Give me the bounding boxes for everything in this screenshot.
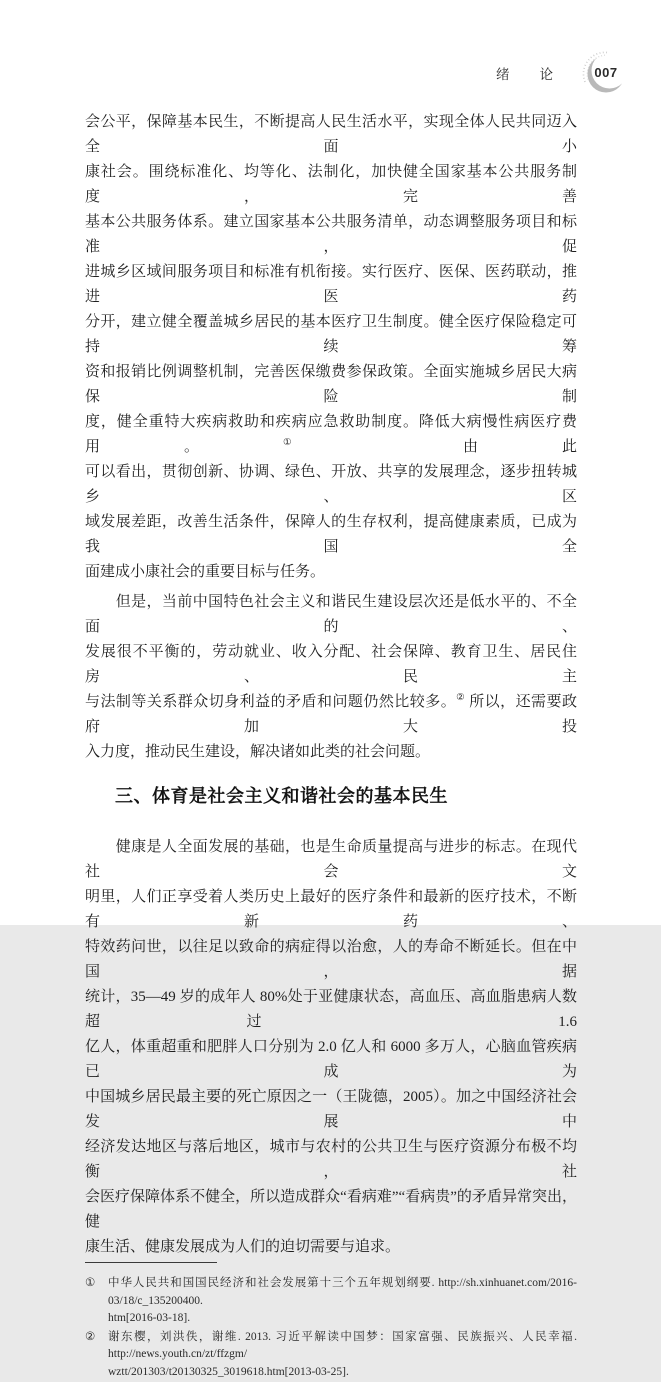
page-number: 007 [594,65,618,80]
footnote-2 [85,1329,577,1382]
section-heading: 三、体育是社会主义和谐社会的基本民生 [115,786,448,806]
page-content [85,110,577,1382]
footnote-text [108,1329,577,1382]
text-line: 域发展差距，改善生活条件，保障人的生存权利，提高健康素质，已成为我国全 [85,514,577,555]
text-line: 特效药问世，以往足以致命的病症得以治愈，人的寿命不断延长。但在中国，据 [85,939,577,980]
text-line: 中华人民共和国国民经济和社会发展第十三个五年规划纲要. http://sh.xinhuanet.com/2016-03/18/c_135200400. [108,1277,577,1307]
running-title: 绪 论 [496,67,554,82]
text-line: 亿人，体重超重和肥胖人口分别为 2.0 亿人和 6000 多万人，心脑血管疾病已成为 [85,1039,577,1080]
text-line: 会医疗保障体系不健全，所以造成群众“看病难”“看病贵”的矛盾异常突出，健 [85,1189,577,1230]
footnotes [85,1275,577,1381]
text-line: 康生活、健康发展成为人们的迫切需要与追求。 [85,1239,401,1255]
text-line: 统计，35—49 岁的成年人 80%处于亚健康状态，高血压、高血脂患病人数超过 1.6 [85,989,577,1030]
text-line: 康社会。围绕标准化、均等化、法制化，加快健全国家基本公共服务制度，完善 [85,164,577,205]
paragraph-1 [85,110,577,585]
footnote-marker: ① [85,1277,96,1289]
text-line: 经济发达地区与落后地区，城市与农村的公共卫生与医疗资源分布极不均衡，社 [85,1139,577,1180]
text-line: 进城乡区域间服务项目和标准有机衔接。实行医疗、医保、医药联动，推进医药 [85,264,577,305]
text-line: 中国城乡居民最主要的死亡原因之一（王陇德，2005）。加之中国经济社会发展中 [85,1089,577,1130]
text-line: 分开，建立健全覆盖城乡居民的基本医疗卫生制度。健全医疗保险稳定可持续筹 [85,314,577,355]
text-line: 但是，当前中国特色社会主义和谐民生建设层次还是低水平的、不全面的、 [85,594,577,635]
running-header [496,49,632,97]
text-line: 发展很不平衡的，劳动就业、收入分配、社会保障、教育卫生、居民住房、民主 [85,644,577,685]
text-line: 谢东樱，刘洪佚，谢维. 2013. 习近平解读中国梦：国家富强、民族振兴、人民幸福. http://news.youth.cn/zt/ffzgm/ [108,1330,577,1360]
text-line: 健康是人全面发展的基础，也是生命质量提高与进步的标志。在现代社会文 [85,839,577,880]
text-line: wztt/201303/t20130325_3019618.htm[2013-03-25]. [108,1365,349,1378]
text-line: 面建成小康社会的重要目标与任务。 [85,564,326,580]
text-line: 会公平，保障基本民生，不断提高人民生活水平，实现全体人民共同迈入全面小 [85,114,577,155]
text-line: 资和报销比例调整机制，完善医保缴费参保政策。全面实施城乡居民大病保险制 [85,364,577,405]
paragraph-2 [85,590,577,765]
footnote-1 [85,1275,577,1328]
text-line: htm[2016-03-18]. [108,1312,191,1324]
text-line: 可以看出，贯彻创新、协调、绿色、开放、共享的发展理念，逐步扭转城乡、区 [85,464,577,505]
footnote-marker: ② [85,1330,96,1343]
paragraph-3 [85,835,577,1260]
footnote-text [108,1275,577,1328]
text-line: 度，健全重特大疾病救助和疾病应急救助制度。降低大病慢性病医疗费用。① 由此 [85,414,577,455]
text-line: 明里，人们正享受着人类历史上最好的医疗条件和最新的医疗技术，不断有新药、 [85,889,577,930]
text-line: 与法制等关系群众切身利益的矛盾和问题仍然比较多。② 所以，还需要政府加大投 [85,693,577,735]
page-number-ornament [580,49,632,97]
text-line: 入力度，推动民生建设，解决诸如此类的社会问题。 [85,744,431,760]
footnote-separator [85,1262,217,1263]
text-line: 基本公共服务体系。建立国家基本公共服务清单，动态调整服务项目和标准，促 [85,214,577,255]
